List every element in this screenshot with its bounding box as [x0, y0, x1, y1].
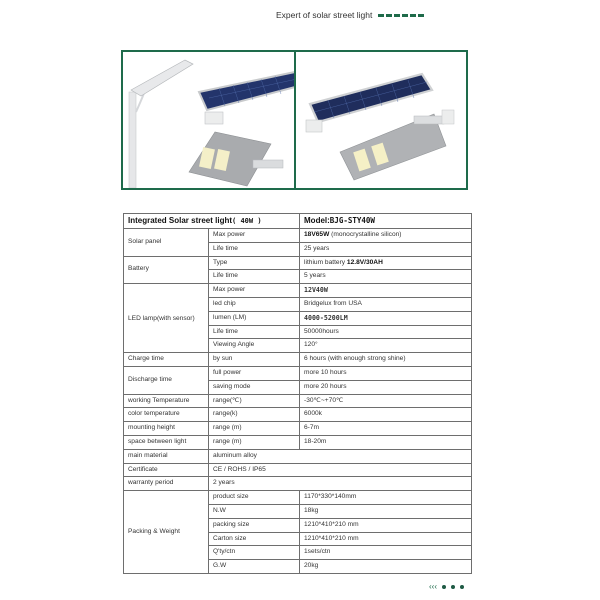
group-cell: LED lamp(with sensor): [124, 284, 209, 353]
param-cell: led chip: [209, 297, 300, 311]
table-row: [124, 284, 472, 298]
dash-icon: [378, 14, 384, 17]
param-cell: Q'ty/ctn: [209, 546, 300, 560]
param-cell: range(℃): [209, 394, 300, 408]
value-cell: 25 years: [300, 242, 472, 256]
param-cell: Carton size: [209, 532, 300, 546]
param-cell: range (m): [209, 422, 300, 436]
dash-icon: [410, 14, 416, 17]
table-header-row: [124, 214, 472, 229]
value-cell: 12V40W: [300, 284, 472, 298]
group-cell: Solar panel: [124, 229, 209, 257]
product-title-cell: Integrated Solar street light( 40W ): [124, 214, 300, 229]
dot-icon: [442, 585, 446, 589]
param-cell: full power: [209, 366, 300, 380]
param-cell: Viewing Angle: [209, 339, 300, 353]
value-cell: 1210*410*210 mm: [300, 518, 472, 532]
param-cell: range (m): [209, 435, 300, 449]
table-row: [124, 477, 472, 491]
param-cell: by sun: [209, 353, 300, 367]
param-cell: range(k): [209, 408, 300, 422]
value-cell: 1170*330*140mm: [300, 491, 472, 505]
param-cell: Max power: [209, 229, 300, 243]
value-cell: 4000-5200LM: [300, 311, 472, 325]
param-cell: Type: [209, 256, 300, 270]
group-cell: mounting height: [124, 422, 209, 436]
group-cell: color temperature: [124, 408, 209, 422]
solar-panel-and-lamp-photo: [294, 52, 467, 188]
specification-table: [123, 213, 472, 574]
page-footer-ornament: [429, 582, 464, 591]
product-photos: [121, 50, 468, 190]
value-cell: 18kg: [300, 504, 472, 518]
model-cell: Model:BJG-STY40W: [300, 214, 472, 229]
value-cell: aluminum alloy: [209, 449, 472, 463]
group-cell: space between light: [124, 435, 209, 449]
value-cell: lithium battery 12.8V/30AH: [300, 256, 472, 270]
table-row: [124, 394, 472, 408]
param-cell: Life time: [209, 270, 300, 284]
table-row: [124, 463, 472, 477]
param-cell: Life time: [209, 242, 300, 256]
value-cell: CE / ROHS / IP65: [209, 463, 472, 477]
param-cell: lumen (LM): [209, 311, 300, 325]
tagline: Expert of solar street light: [276, 10, 373, 20]
param-cell: packing size: [209, 518, 300, 532]
param-cell: G.W: [209, 560, 300, 574]
dash-icon: [418, 14, 424, 17]
value-cell: 6 hours (with enough strong shine): [300, 353, 472, 367]
page-header: [276, 10, 424, 20]
param-cell: Max power: [209, 284, 300, 298]
value-cell: Bridgelux from USA: [300, 297, 472, 311]
table-row: [124, 422, 472, 436]
chevrons-left-icon: ‹‹‹: [429, 582, 437, 591]
table-row: [124, 353, 472, 367]
value-cell: 5 years: [300, 270, 472, 284]
dash-icon: [402, 14, 408, 17]
table-row: [124, 366, 472, 380]
table-row: [124, 491, 472, 505]
value-cell: 120°: [300, 339, 472, 353]
value-cell: 1sets/ctn: [300, 546, 472, 560]
param-cell: Life time: [209, 325, 300, 339]
group-cell: Packing & Weight: [124, 491, 209, 574]
value-cell: 6000k: [300, 408, 472, 422]
dash-icon: [394, 14, 400, 17]
value-cell: 1210*410*210 mm: [300, 532, 472, 546]
dash-icon: [386, 14, 392, 17]
param-cell: product size: [209, 491, 300, 505]
dot-icon: [460, 585, 464, 589]
street-light-on-pole-photo: [123, 52, 294, 188]
param-cell: saving mode: [209, 380, 300, 394]
value-cell: 2 years: [209, 477, 472, 491]
value-cell: more 20 hours: [300, 380, 472, 394]
group-cell: Charge time: [124, 353, 209, 367]
table-row: [124, 435, 472, 449]
table-row: [124, 449, 472, 463]
value-cell: 18V65W (monocrystalline silicon): [300, 229, 472, 243]
group-cell: main material: [124, 449, 209, 463]
group-cell: Battery: [124, 256, 209, 284]
table-row: [124, 408, 472, 422]
group-cell: warranty period: [124, 477, 209, 491]
param-cell: N.W: [209, 504, 300, 518]
decorative-dashes: [378, 14, 424, 17]
value-cell: -30℃~+70℃: [300, 394, 472, 408]
value-cell: 18-20m: [300, 435, 472, 449]
table-row: [124, 229, 472, 243]
value-cell: more 10 hours: [300, 366, 472, 380]
value-cell: 20kg: [300, 560, 472, 574]
dot-icon: [451, 585, 455, 589]
value-cell: 6-7m: [300, 422, 472, 436]
group-cell: Certificate: [124, 463, 209, 477]
group-cell: working Temperature: [124, 394, 209, 408]
table-row: [124, 256, 472, 270]
value-cell: 50000hours: [300, 325, 472, 339]
group-cell: Discharge time: [124, 366, 209, 394]
